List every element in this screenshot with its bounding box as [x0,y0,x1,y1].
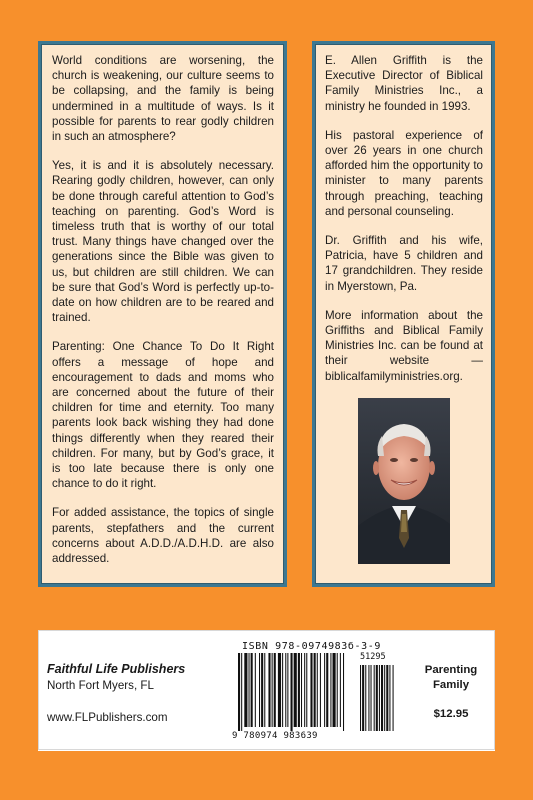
barcode-graphic [232,653,404,731]
barcode-bar [306,653,307,727]
category-primary: Parenting [424,664,478,676]
barcode-bar [274,653,276,727]
barcode-addon-bar [362,665,364,731]
barcode-bar [314,653,316,727]
barcode-bar [244,653,247,727]
isbn-number: ISBN 978-0974983б-3-9 [242,641,382,652]
category-label [413,663,489,692]
barcode-bar [330,653,331,727]
publisher-website: www.FLPublishers.com [47,711,168,724]
barcode-bar [249,653,250,727]
price-code: 51295 [360,652,386,662]
barcode-bar [264,653,265,727]
bio-paragraph: His pastoral experience of over 26 years in one church afforded him the opportunity to minister to many parents through preaching, teaching and personal counseling. [325,128,483,218]
barcode-bar [255,653,256,727]
barcode-bar [326,653,328,727]
barcode-bar [310,653,312,727]
barcode-bar [304,653,305,727]
barcode-bar [259,653,260,727]
barcode-bar [337,653,338,727]
barcode-addon-bar [368,665,369,731]
bio-paragraph: Dr. Griffith and his wife, Patricia, have 5 children and 17 grandchildren. They reside in Myerstown, Pa. [325,234,483,293]
barcode-bar [340,653,341,727]
barcode-addon-bar [371,665,372,731]
description-paragraph: For added assistance, the topics of single parents, stepfathers and the current concerns about A.D.D./A.D.H.D. are also addressed. [52,506,274,566]
bio-paragraph: E. Allen Griffith is the Executive Director of Biblical Family Ministries Inc., a ministry he founded in 1993. [325,54,483,113]
barcode-addon-bar [365,665,366,731]
barcode-bar [268,653,270,727]
barcode-bar [285,653,286,727]
publisher-block [47,661,222,725]
back-cover-info-band [38,630,495,750]
barcode-addon-bar [386,665,388,731]
barcode-bar [301,653,302,727]
barcode-bar [272,653,273,727]
publisher-name: Faithful Life Publishers [47,662,186,676]
barcode-bar [320,653,321,727]
barcode-bar [324,653,325,727]
category-secondary: Family [432,678,470,691]
ean-digits: 9 780974 983639 [232,731,318,741]
barcode-bar [343,653,344,731]
bio-paragraph: More information about the Griffiths and Biblical Family Ministries Inc. can be found at their website — biblicalfamilyministries.org. [325,308,483,383]
barcode-bar [251,653,253,727]
author-bio-panel [312,41,495,587]
price-label: $12.95 [433,708,469,720]
isbn-barcode [232,639,404,743]
barcode-addon-bar [379,665,380,731]
barcode-addon-bar [374,665,375,731]
barcode-bar [294,653,297,727]
barcode-bar [261,653,263,727]
barcode-bar [278,653,281,727]
barcode-bar [317,653,318,727]
barcode-addon-bar [389,665,390,731]
barcode-addon-bar [393,665,394,731]
barcode-bar [298,653,300,727]
barcode-bar [238,653,240,731]
barcode-bar [241,653,242,731]
barcode-addon-bar [376,665,378,731]
barcode-bar [333,653,336,727]
barcode-addon-bar [360,665,361,731]
barcode-addon-bar [381,665,383,731]
description-paragraph: World conditions are worsening, the church is weakening, our culture seems to be collapsing, and the family is being undermined in a multitude of ways. Is it possible for parents to rear godly children in such an atmosphere? [52,54,274,144]
description-paragraph: Yes, it is and it is absolutely necessary. Rearing godly children, however, can only be done through careful attention to God’s teaching on parenting. God’s Word is timeless truth that is worthy of our total trust. Many things have changed over the generations since the Bible was given to us, but children are still children. We can be sure that God’s Word is perfectly up-to-date on how children are to be reared and trained. [52,159,274,325]
description-paragraph: Parenting: One Chance To Do It Right offers a message of hope and encouragement to dads and moms who are concerned about the future of their children for time and eternity. Too many parents look back wishing they had done things differently when they reared their children. For many, but by God’s grace, it is too late because there is only one chance to do it right. [52,340,274,491]
barcode-bar [282,653,283,727]
barcode-bar [291,653,293,731]
barcode-addon-bar [384,665,385,731]
description-panel [38,41,287,587]
barcode-bar [287,653,288,727]
publisher-city: North Fort Myers, FL [47,679,154,692]
author-photo [358,398,450,564]
